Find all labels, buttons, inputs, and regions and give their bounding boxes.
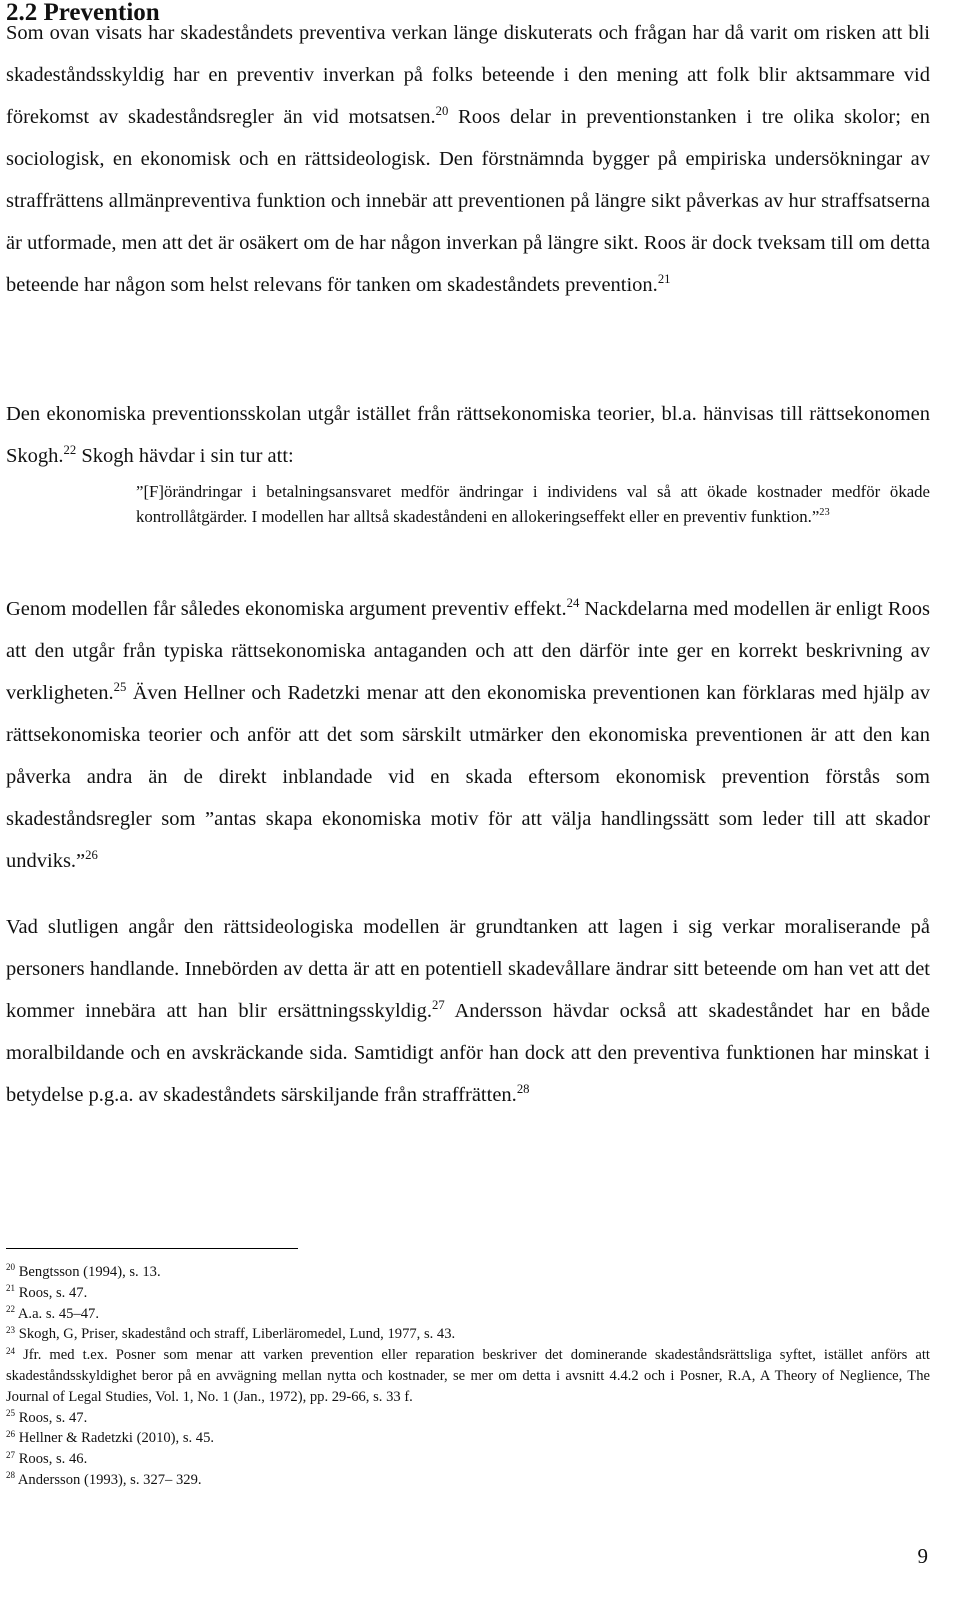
footnote-number: 26 bbox=[6, 1428, 16, 1439]
footnote-text: Skogh, G, Priser, skadestånd och straff, Liberläromedel, Lund, 1977, s. 43. bbox=[18, 1326, 456, 1343]
footnote-ref[interactable]: 27 bbox=[432, 998, 445, 1013]
quote-text: ”[F]örändringar i betalningsansvaret medför ändringar i individens val så att ökade kostnader medför ökade kontrollåtgärder. I modellen har alltså skadeståndeni en allokeringseffekt eller en preventiv funktion.” bbox=[136, 482, 930, 526]
paragraph-1 bbox=[6, 12, 930, 306]
footnote-number: 25 bbox=[6, 1407, 16, 1418]
footnote bbox=[6, 1408, 930, 1429]
footnote-number: 27 bbox=[6, 1449, 16, 1460]
block-quote bbox=[136, 480, 930, 529]
footnote bbox=[6, 1345, 930, 1407]
footnote-number: 21 bbox=[6, 1283, 16, 1294]
paragraph-text: Roos delar in preventionstanken i tre olika skolor; en sociologisk, en ekonomisk och en rättsideologisk. Den förstnämnda bygger på empiriska undersökningar av straffrättens allmänpreventiva funktion och innebär att preventionen på längre sikt påverkas av hur straffsatserna är utformade, men att det är osäkert om de har någon inverkan på längre sikt. Roos är dock tveksam till om detta beteende har någon som helst relevans för tanken om skadeståndets prevention. bbox=[6, 106, 930, 296]
footnotes-section bbox=[6, 1262, 930, 1491]
document-page bbox=[6, 0, 930, 1613]
footnote bbox=[6, 1470, 930, 1491]
section-heading: 2.2 Prevention bbox=[6, 0, 160, 26]
footnote bbox=[6, 1262, 930, 1283]
footnote bbox=[6, 1324, 930, 1345]
footnote-text: A.a. s. 45–47. bbox=[17, 1305, 99, 1322]
footnote-text: Roos, s. 47. bbox=[18, 1284, 88, 1301]
paragraph-text: Nackdelarna med modellen är enligt Roos att den utgår från typiska rättsekonomiska antaganden och att den därför inte ger en korrekt beskrivning av verkligheten. bbox=[6, 598, 930, 704]
paragraph-3 bbox=[6, 588, 930, 882]
footnote-number: 28 bbox=[6, 1470, 16, 1481]
footnote-number: 20 bbox=[6, 1262, 16, 1273]
paragraph-2 bbox=[6, 393, 930, 477]
footnote bbox=[6, 1304, 930, 1325]
footnote-ref[interactable]: 23 bbox=[819, 507, 830, 519]
paragraph-4 bbox=[6, 906, 930, 1116]
footnote-ref[interactable]: 28 bbox=[516, 1082, 530, 1097]
footnote-number: 22 bbox=[6, 1303, 16, 1314]
footnote-text: Hellner & Radetzki (2010), s. 45. bbox=[18, 1430, 215, 1447]
footnote bbox=[6, 1283, 930, 1304]
footnote-text: Roos, s. 46. bbox=[18, 1451, 88, 1468]
footnote-ref[interactable]: 22 bbox=[63, 443, 77, 458]
footnote-divider bbox=[6, 1248, 298, 1249]
footnote bbox=[6, 1428, 930, 1449]
footnote-ref[interactable]: 26 bbox=[85, 848, 98, 863]
page-number: 9 bbox=[917, 1544, 928, 1568]
footnote-ref[interactable]: 25 bbox=[113, 680, 127, 695]
footnote bbox=[6, 1449, 930, 1470]
paragraph-text: Som ovan visats har skadeståndets preventiva verkan länge diskuterats och frågan har då varit om risken att bli skadeståndsskyldig har en preventiv inverkan på folks beteende i den mening att folk blir aktsammare vid förekomst av skadeståndsregler än vid motsatsen. bbox=[6, 22, 930, 128]
paragraph-text: Genom modellen får således ekonomiska argument preventiv effekt. bbox=[6, 598, 567, 620]
footnote-number: 24 bbox=[6, 1345, 16, 1356]
footnote-ref[interactable]: 20 bbox=[435, 104, 449, 119]
footnote-text: Bengtsson (1994), s. 13. bbox=[18, 1264, 161, 1280]
footnote-text: Jfr. med t.ex. Posner som menar att varken prevention eller reparation beskriver det dominerande skadeståndsrättsliga syftet, istället anförs att skadeståndsskyldighet beror på en avvägning mellan nytta och kostnader, se mer om detta i avsnitt 4.4.2 och i Posner, R.A, A Theory of Neglience, The Journal of Legal Studies, Vol. 1, No. 1 (Jan., 1972), pp. 29-66, s. 33 f. bbox=[6, 1347, 930, 1405]
footnote-ref[interactable]: 21 bbox=[657, 272, 671, 287]
paragraph-text: Andersson hävdar också att skadeståndet har en både moralbildande och en avskräckande sida. Samtidigt anför han dock att den preventiva funktionen har minskat i betydelse p.g.a. av skadeståndets särskiljande från straffrätten. bbox=[6, 1000, 930, 1106]
footnote-text: Roos, s. 47. bbox=[18, 1409, 88, 1426]
paragraph-text: Skogh hävdar i sin tur att: bbox=[76, 445, 294, 467]
paragraph-text: Även Hellner och Radetzki menar att den ekonomiska preventionen kan förklaras med hjälp av rättsekonomiska teorier och anför att det som särskilt utmärker den ekonomiska preventionen är att den kan påverka andra än de direkt inblandade vid en skada eftersom ekonomisk prevention förstås som skadeståndsregler som ”antas skapa ekonomiska motiv för att välja handlingssätt som leder till att skador undviks.” bbox=[6, 682, 930, 872]
footnote-number: 23 bbox=[6, 1324, 16, 1335]
footnote-ref[interactable]: 24 bbox=[566, 596, 580, 611]
paragraph-text: Den ekonomiska preventionsskolan utgår istället från rättsekonomiska teorier, bl.a. hänvisas till rättsekonomen Skogh. bbox=[6, 403, 930, 467]
footnote-text: Andersson (1993), s. 327– 329. bbox=[17, 1471, 202, 1488]
paragraph-text: Vad slutligen angår den rättsideologiska modellen är grundtanken att lagen i sig verkar moraliserande på personers handlande. Innebörden av detta är att en potentiell skadevållare ändrar sitt beteende om han vet att det kommer innebära att han blir ersättningsskyldig. bbox=[6, 916, 930, 1022]
